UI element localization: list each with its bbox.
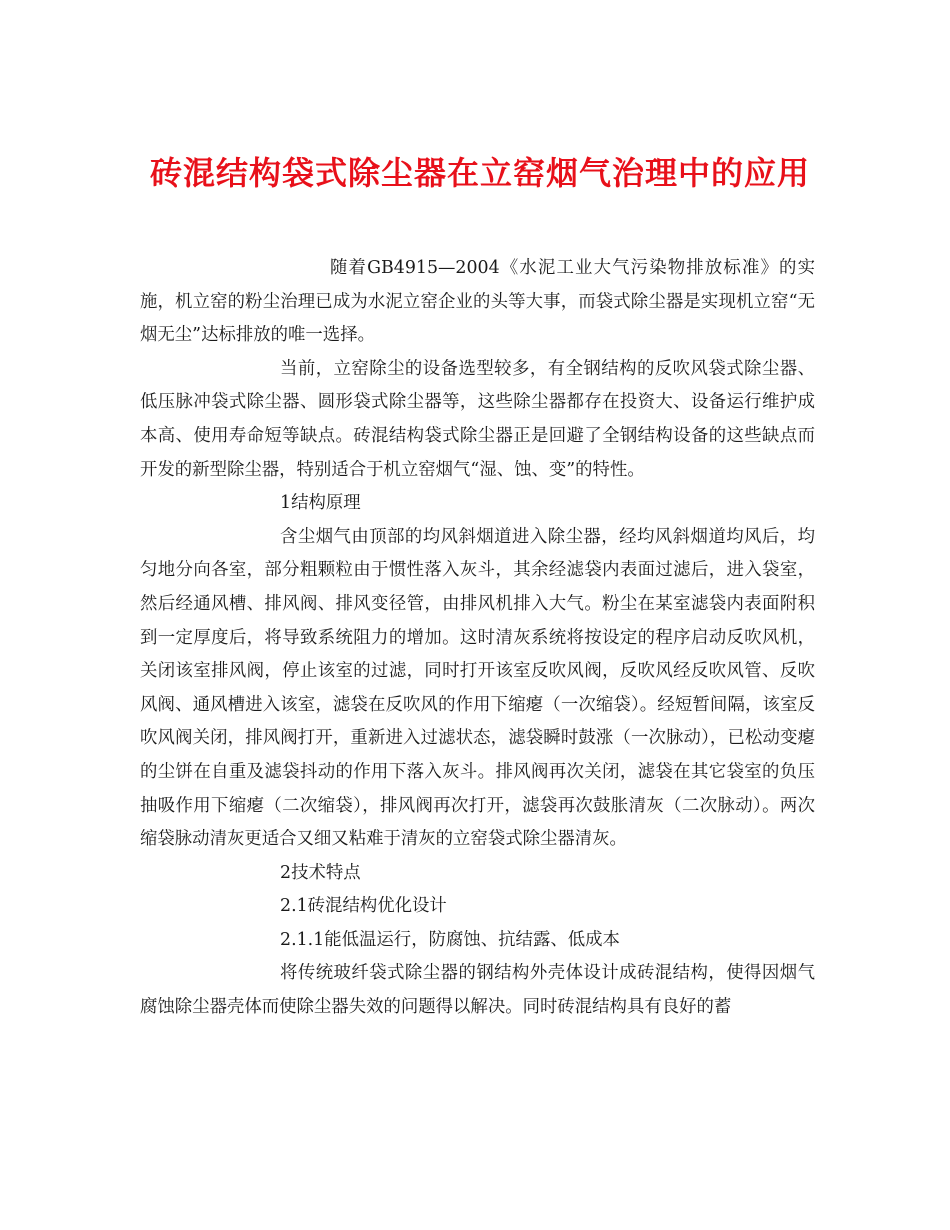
document-title: 砖混结构袋式除尘器在立窑烟气治理中的应用 [149, 154, 810, 193]
section-heading-structure: 1结构原理 [280, 493, 361, 514]
section-heading-features: 2技术特点 [280, 862, 361, 883]
paragraph-intro: 随着GB4915—2004《水泥工业大气污染物排放标准》的实施，机立窑的粉尘治理已成为水泥立窑企业的头等大事，而袋式除尘器是实现机立窑“无烟无尘”达标排放的唯一选择。 [140, 258, 815, 346]
document-body [140, 252, 815, 1025]
paragraph-brick-structure: 将传统玻纤袋式除尘器的钢结构外壳体设计成砖混结构，使得因烟气腐蚀除尘器壳体而使除尘器失效的问题得以解决。同时砖混结构具有良好的蓄 [140, 963, 815, 1018]
subsection-heading-design: 2.1砖混结构优化设计 [280, 896, 447, 917]
subsubsection-heading-low-temp: 2.1.1能低温运行，防腐蚀、抗结露、低成本 [280, 929, 620, 950]
paragraph-structure-principle: 含尘烟气由顶部的均风斜烟道进入除尘器，经均风斜烟道均风后，均匀地分向各室，部分粗颗粒由于惯性落入灰斗，其余经滤袋内表面过滤后，进入袋室，然后经通风槽、排风阀、排风变径管，由排风机排入大气。粉尘在某室滤袋内表面附积到一定厚度后，将导致系统阻力的增加。这时清灰系统将按设定的程序启动反吹风机，关闭该室排风阀，停止该室的过滤，同时打开该室反吹风阀，反吹风经反吹风管、反吹风阀、通风槽进入该室，滤袋在反吹风的作用下缩瘪（一次缩袋）。经短暂间隔，该室反吹风阀关闭，排风阀打开，重新进入过滤状态，滤袋瞬时鼓涨（一次脉动），已松动变瘪的尘饼在自重及滤袋抖动的作用下落入灰斗。排风阀再次关闭，滤袋在其它袋室的负压抽吸作用下缩瘪（二次缩袋），排风阀再次打开，滤袋再次鼓胀清灰（二次脉动）。两次缩袋脉动清灰更适合又细又粘难于清灰的立窑袋式除尘器清灰。 [140, 526, 815, 850]
paragraph-current-options: 当前，立窑除尘的设备选型较多，有全钢结构的反吹风袋式除尘器、低压脉冲袋式除尘器、圆形袋式除尘器等，这些除尘器都存在投资大、设备运行维护成本高、使用寿命短等缺点。砖混结构袋式除尘器正是回避了全钢结构设备的这些缺点而开发的新型除尘器，特别适合于机立窑烟气“湿、蚀、变”的特性。 [140, 358, 815, 480]
